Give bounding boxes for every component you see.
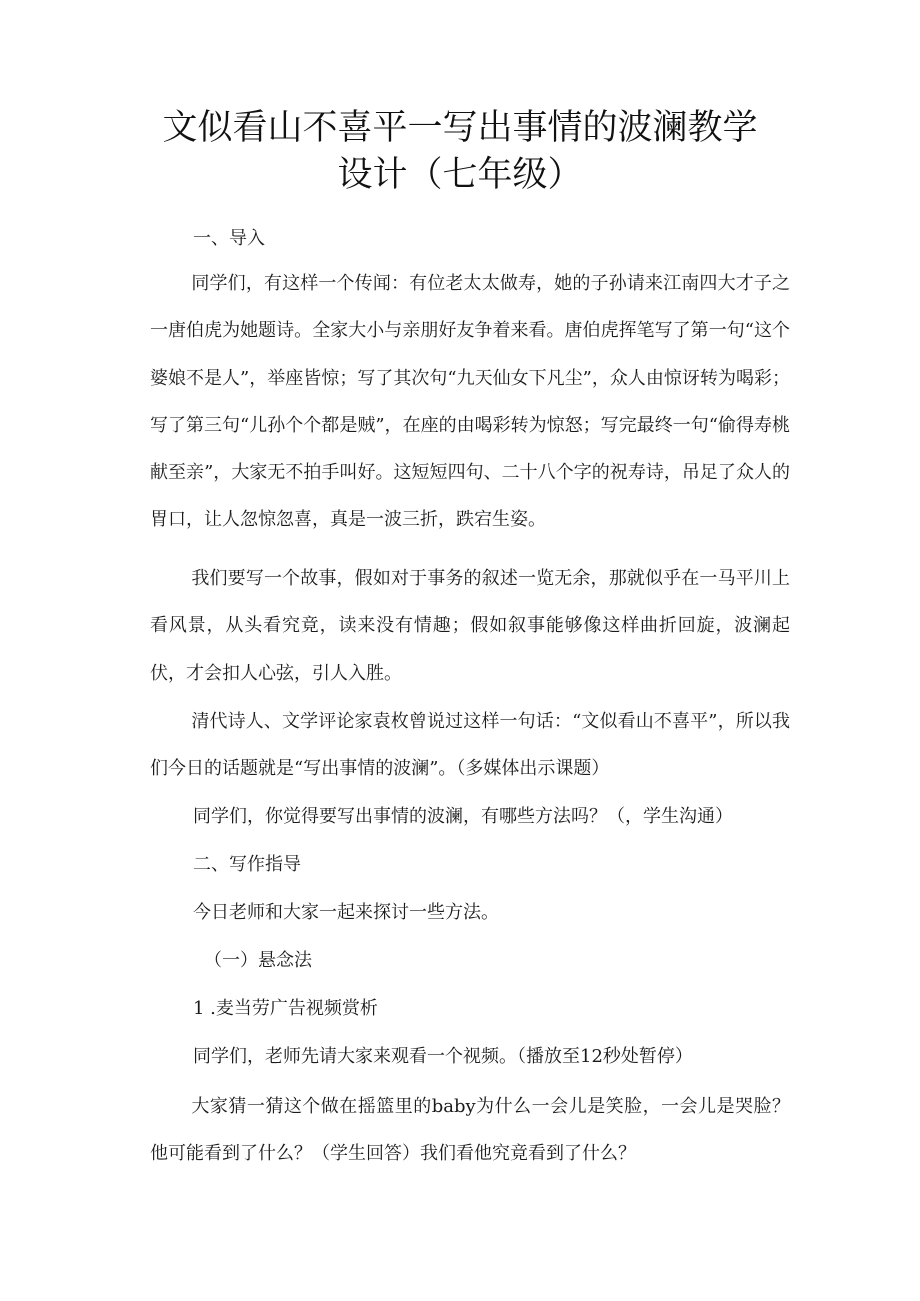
section-heading-writing-guide: 二、写作指导 xyxy=(193,854,301,875)
section-heading-intro: 一、导入 xyxy=(193,228,265,249)
paragraph-anecdote: 同学们，有这样一个传闻：有位老太太做寿，她的子孙请来江南四大才子之一唐伯虎为她题诗。全家大小与亲朋好友争着来看。唐伯虎挥笔写了第一句“这个婆娘不是人”，举座皆惊；写了其次句“九天仙女下凡尘”，众人由惊讶转为喝彩；写了第三句“儿孙个个都是贼”，在座的由喝彩转为惊怒；写完最终一句“偷得寿桃献至亲”，大家无不拍手叫好。这短短四句、二十八个字的祝寿诗，吊足了众人的胃口，让人忽惊忽喜，真是一波三折，跌宕生姿。 xyxy=(150,273,790,531)
document-title-line-1: 文似看山不喜平一写出事情的波澜教学 xyxy=(162,108,758,148)
paragraph-question: 同学们，你觉得要写出事情的波澜，有哪些方法吗？（，学生沟通） xyxy=(193,806,733,827)
paragraph-explore-methods: 今日老师和大家一起来探讨一些方法。 xyxy=(193,902,499,923)
paragraph-guess-baby: 大家猜一猜这个做在摇篮里的baby为什么一会儿是笑脸，一会儿是哭脸？他可能看到了什么？（学生回答）我们看他究竟看到了什么？ xyxy=(150,1096,790,1165)
subsection-heading-suspense: （一）悬念法 xyxy=(204,950,312,971)
paragraph-watch-video: 同学们，老师先请大家来观看一个视频。（播放至12秒处暂停） xyxy=(193,1046,693,1067)
document-title-line-2: 设计（七年级） xyxy=(337,155,583,195)
paragraph-yuan-mei-quote: 清代诗人、文学评论家袁枚曾说过这样一句话：“文似看山不喜平”，所以我们今日的话题就是“写出事情的波澜”。（多媒体出示课题） xyxy=(150,711,790,780)
paragraph-story-narration: 我们要写一个故事，假如对于事务的叙述一览无余，那就似乎在一马平川上看风景，从头看究竟，读来没有情趣；假如叙事能够像这样曲折回旋，波澜起伏，才会扣人心弦，引人入胜。 xyxy=(150,568,790,684)
list-item-mcdonalds-video: 1 .麦当劳广告视频赏析 xyxy=(193,998,378,1019)
